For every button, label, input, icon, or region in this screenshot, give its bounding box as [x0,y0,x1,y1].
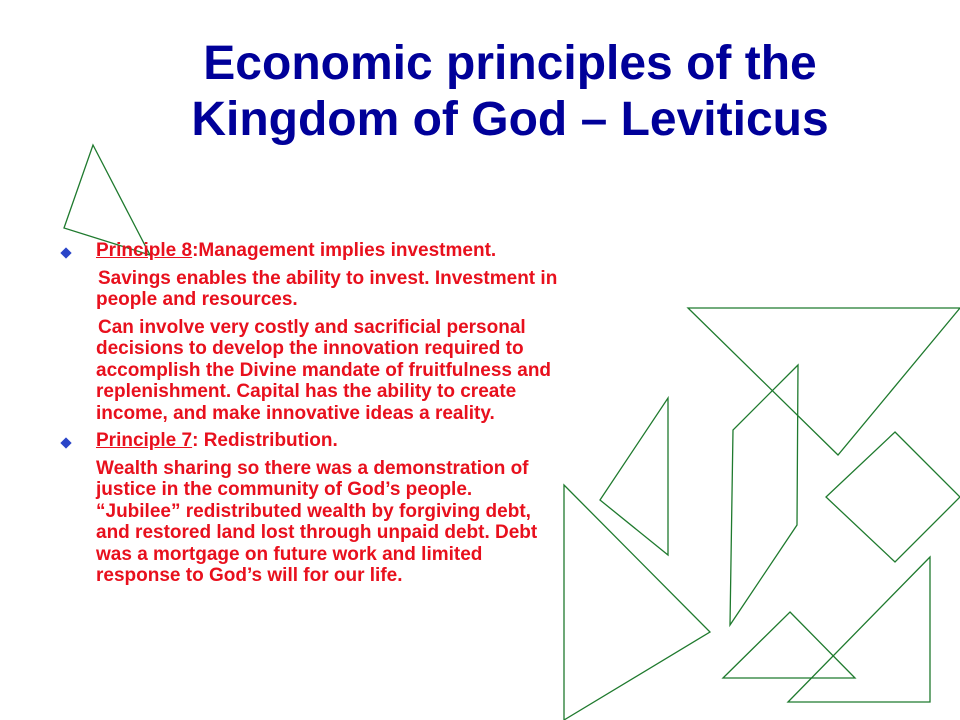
slide-title [100,36,920,148]
principle-7-heading: : Redistribution. [192,430,338,451]
tangram-parallelogram [730,365,798,625]
diamond-bullet-icon [60,247,71,258]
tangram-triangle-large-top [688,308,960,455]
principle-8-paragraph-2: Can involve very costly and sacrificial personal decisions to develop the innovation required to accomplish the Divine mandate of fruitfulness and replenishment. Capital has the ability to create income, and make innovative ideas a reality. [96,316,552,424]
principle-7-paragraph-1: Wealth sharing so there was a demonstration of justice in the community of God’s people. “Jubilee” redistributed wealth by forgiving debt, and restored land lost through unpaid debt. Debt was a mortgage on future work and limited response to God’s will for our life. [96,457,538,586]
principle-7-label: Principle 7 [96,430,193,451]
slide-body [60,240,560,593]
title-line-1: Economic principles of the [203,37,817,90]
tangram-triangle-small-bottom [723,612,855,678]
tangram-triangle-bottom-right [788,557,930,702]
title-line-2: Kingdom of God – Leviticus [191,93,829,146]
principle-8-paragraph-1: Savings enables the ability to invest. Investment in people and resources. [96,267,558,310]
principle-8-label: Principle 8 [96,240,193,261]
diamond-bullet-icon [60,437,71,448]
principle-7-bullet [60,430,560,452]
tangram-triangle-large-bottom [564,485,710,720]
principle-8-heading: :Management implies investment. [192,240,497,261]
tangram-square [826,432,960,562]
tangram-triangle-left [64,145,150,255]
principle-8-bullet [60,240,560,262]
